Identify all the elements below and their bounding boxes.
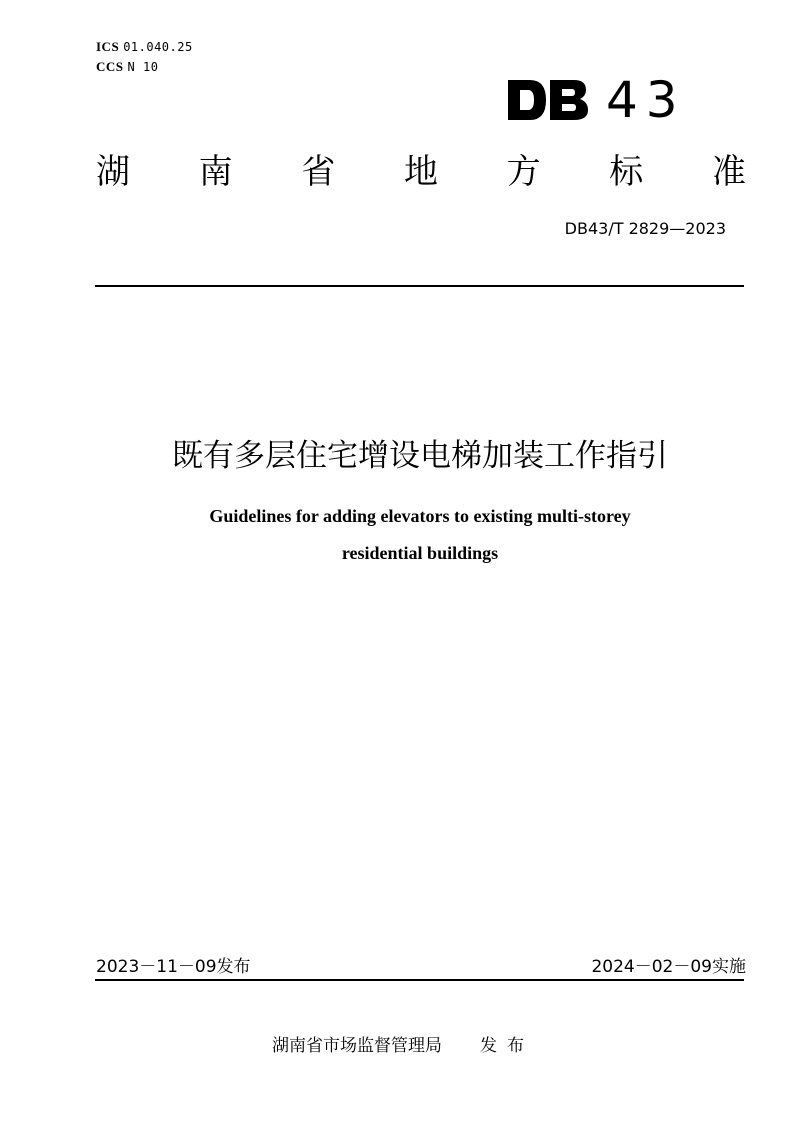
standard-type-char: 省 bbox=[301, 152, 336, 192]
standard-type-char: 南 bbox=[198, 152, 233, 192]
standard-type-char: 准 bbox=[711, 152, 746, 192]
issuing-organization: 湖南省市场监督管理局 bbox=[272, 1036, 442, 1056]
ics-classification bbox=[96, 39, 193, 55]
ccs-label: CCS bbox=[96, 59, 124, 74]
standard-type-heading bbox=[96, 152, 746, 192]
bottom-divider bbox=[95, 979, 744, 981]
ics-label: ICS bbox=[96, 39, 120, 54]
standard-code: DB43/T 2829—2023 bbox=[564, 219, 726, 238]
top-divider bbox=[95, 285, 744, 287]
ccs-value: N 10 bbox=[127, 60, 159, 74]
issuer-line bbox=[272, 1035, 534, 1057]
english-title-line-2: residential buildings bbox=[341, 543, 499, 563]
ics-value: 01.040.25 bbox=[123, 40, 193, 54]
issue-date: 2023－11－09发布 bbox=[96, 957, 251, 977]
standard-type-char: 地 bbox=[403, 152, 438, 192]
implementation-date: 2024－02－09实施 bbox=[591, 957, 746, 977]
standard-type-char: 方 bbox=[506, 152, 541, 192]
english-title-line-1: Guidelines for adding elevators to existing multi-storey bbox=[209, 506, 631, 526]
chinese-title: 既有多层住宅增设电梯加装工作指引 bbox=[172, 438, 668, 474]
standard-type-char: 标 bbox=[609, 152, 644, 192]
db-number: 43 bbox=[606, 71, 686, 129]
db-logo bbox=[506, 78, 590, 122]
issue-action: 发布 bbox=[480, 1036, 534, 1056]
ccs-classification bbox=[96, 59, 158, 75]
standard-type-char: 湖 bbox=[96, 152, 130, 192]
